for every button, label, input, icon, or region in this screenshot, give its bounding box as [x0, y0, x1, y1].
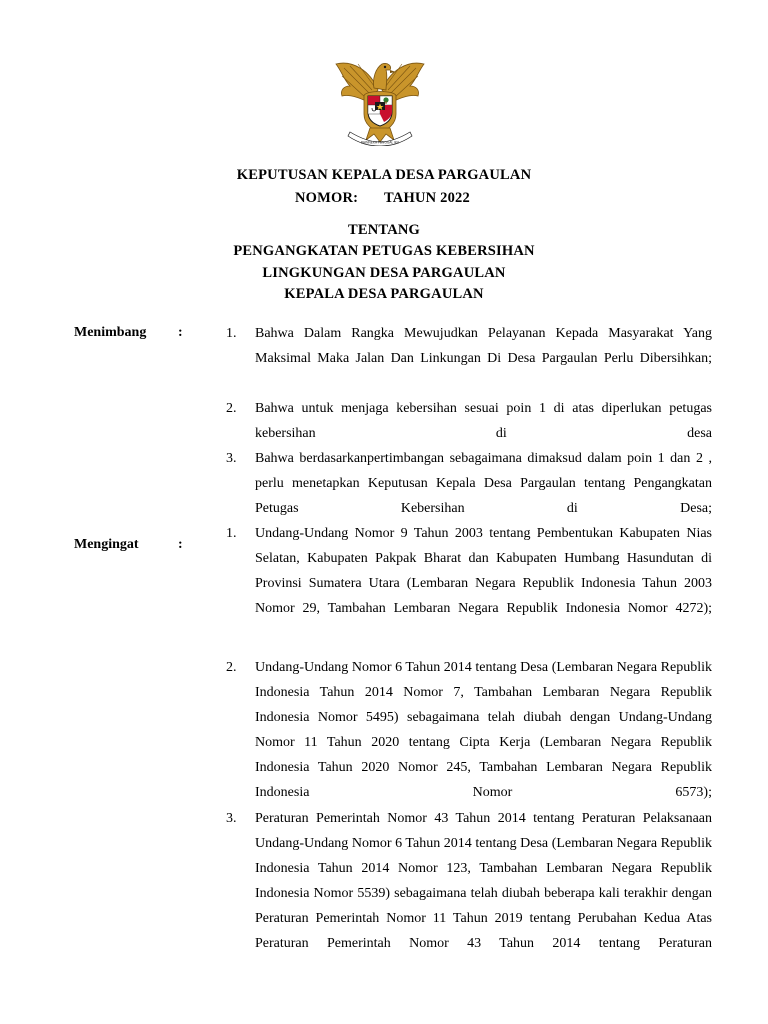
item-number: 1.: [226, 526, 237, 541]
subject-line-2: LINGKUNGAN DESA PARGAULAN: [262, 265, 506, 281]
mengingat-label: Mengingat: [74, 537, 139, 552]
item-text: Bahwa berdasarkanpertimbangan sebagaimana dimaksud dalam poin 1 dan 2 , perlu menetapkan Keputusan Kepala Desa Pargaulan tentang Pengangkatan Petugas Kebersihan di Desa;: [255, 451, 712, 516]
item-number: 1.: [226, 326, 237, 341]
motto-text: BHINNEKA TUNGGAL IKA: [360, 140, 400, 145]
item-number: 3.: [226, 451, 237, 466]
subject-line-3: KEPALA DESA PARGAULAN: [284, 286, 484, 302]
item-number: 2.: [226, 660, 237, 675]
item-text: Undang-Undang Nomor 9 Tahun 2003 tentang Pembentukan Kabupaten Nias Selatan, Kabupaten Pakpak Bharat dan Kabupaten Humbang Hasundutan di Provinsi Sumatera Utara (Lembaran Negara Republik Indonesia Tahun 2003 Nomor 29, Tambahan Lembaran Negara Republik Indonesia Nomor 4272);: [255, 526, 712, 616]
item-number: 2.: [226, 401, 237, 416]
tahun-label: TAHUN 2022: [384, 190, 470, 206]
tentang-heading: TENTANG: [347, 222, 421, 238]
menimbang-colon: :: [178, 325, 183, 340]
item-text: Undang-Undang Nomor 6 Tahun 2014 tentang Desa (Lembaran Negara Republik Indonesia Tahun 2014 Nomor 7, Tambahan Lembaran Negara Republik Indonesia Nomor 5495) sebagaimana telah diubah dengan Undang-Undang Nomor 11 Tahun 2020 tentang Cipta Kerja (Lembaran Negara Republik Indonesia Tahun 2020 Nomor 245, Tambahan Lembaran Negara Republik Indonesia Nomor 6573);: [255, 660, 712, 800]
item-number: 3.: [226, 811, 237, 826]
item-text: Peraturan Pemerintah Nomor 43 Tahun 2014 tentang Peraturan Pelaksanaan Undang-Undang Nomor 6 Tahun 2014 tentang Desa (Lembaran Negara Republik Indonesia Tahun 2014 Nomor 123, Tambahan Lembaran Negara Republik Indonesia Nomor 5539) sebagaimana telah diubah beberapa kali terakhir dengan Peraturan Pemerintah Nomor 11 Tahun 2019 tentang Perubahan Kedua Atas Peraturan Pemerintah Nomor 43 Tahun 2014 tentang Peraturan: [255, 811, 712, 951]
item-text: Bahwa untuk menjaga kebersihan sesuai poin 1 di atas diperlukan petugas kebersihan di desa: [255, 401, 712, 441]
mengingat-colon: :: [178, 537, 183, 552]
item-text: Bahwa Dalam Rangka Mewujudkan Pelayanan Kepada Masyarakat Yang Maksimal Maka Jalan Dan Linkungan Di Desa Pargaulan Perlu Dibersihkan;: [255, 326, 712, 366]
nomor-label: NOMOR:: [295, 190, 359, 206]
garuda-emblem-icon: [330, 50, 430, 146]
subject-line-1: PENGANGKATAN PETUGAS KEBERSIHAN: [233, 243, 535, 259]
document-title: KEPUTUSAN KEPALA DESA PARGAULAN: [236, 167, 532, 183]
menimbang-label: Menimbang: [74, 325, 147, 340]
